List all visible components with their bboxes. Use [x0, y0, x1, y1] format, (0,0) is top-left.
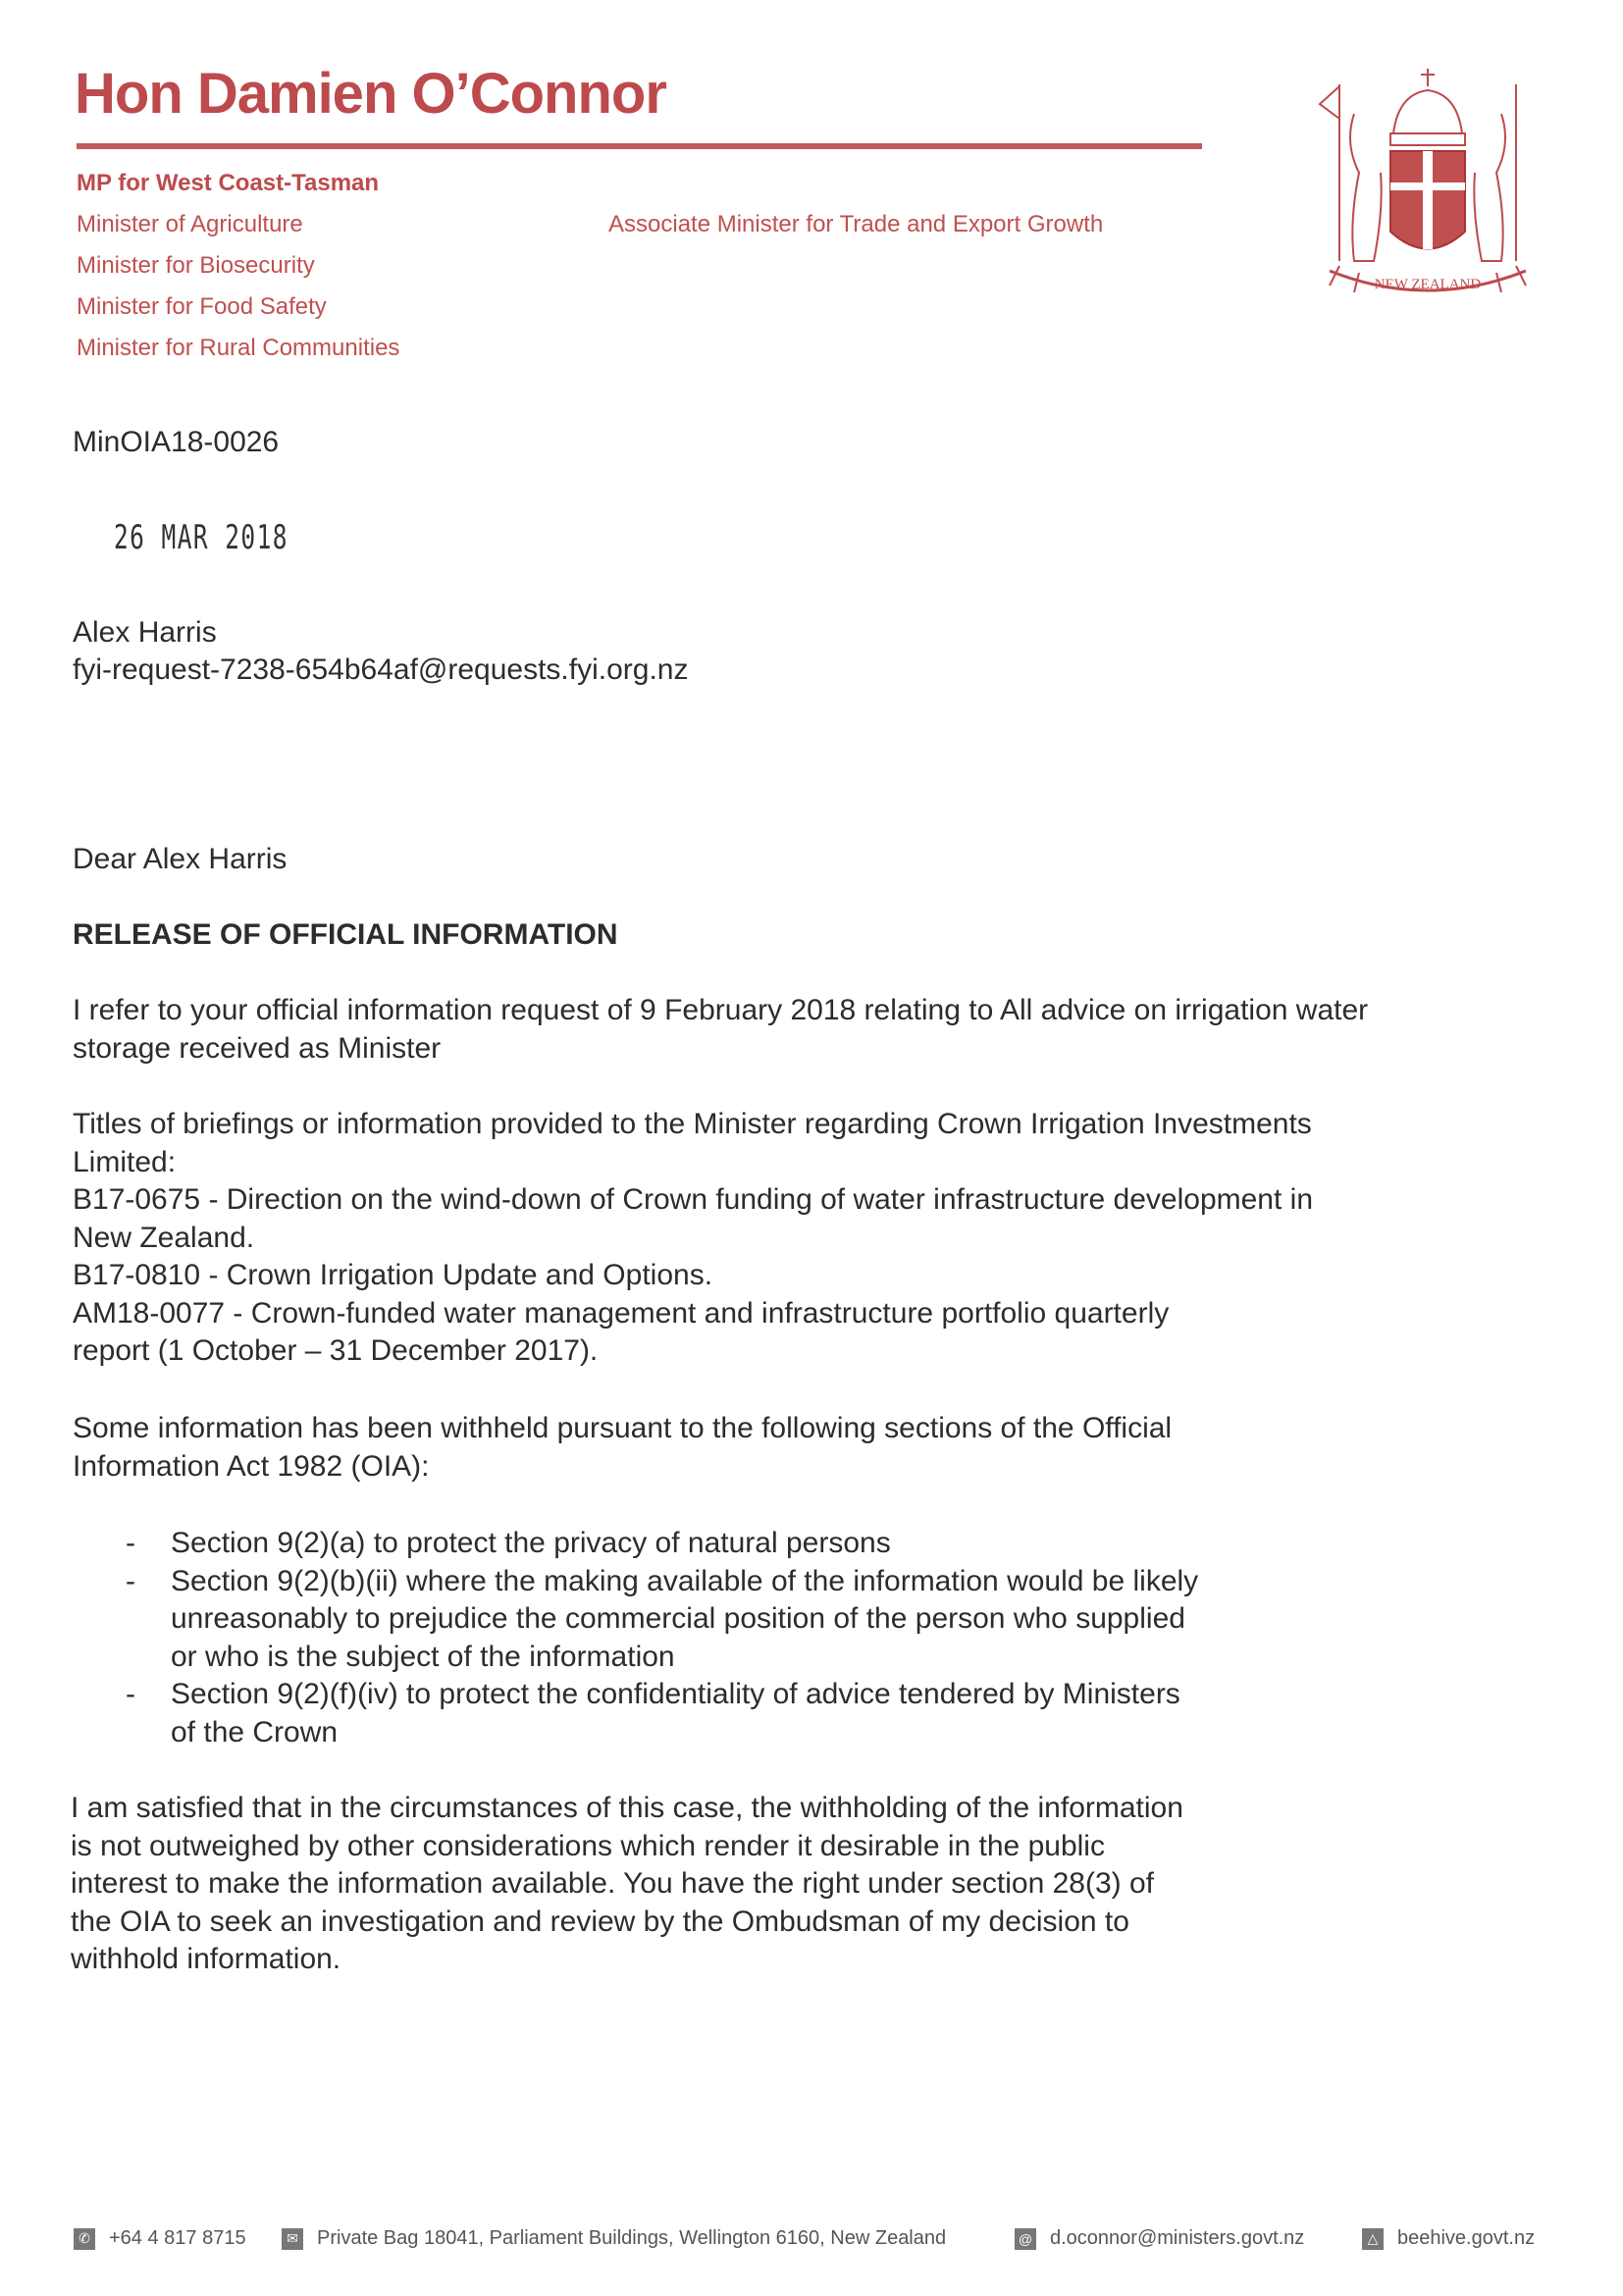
bullet-dash: - [126, 1678, 135, 1710]
role-rural-communities: Minister for Rural Communities [77, 335, 400, 361]
footer-phone [74, 2227, 246, 2250]
paragraph-briefing-titles [73, 1106, 1313, 1371]
bullet-dash: - [126, 1564, 135, 1597]
text-line: Section 9(2)(f)(iv) to protect the confidentiality of advice tendered by Ministers [171, 1678, 1180, 1710]
footer-phone-text: +64 4 817 8715 [109, 2227, 246, 2249]
electorate: MP for West Coast-Tasman [77, 170, 380, 196]
crest-text: NEW ZEALAND [1374, 277, 1482, 292]
text-line: of the Crown [171, 1715, 339, 1748]
text-line: interest to make the information available. You have the right under section 28(3) of [71, 1867, 1155, 1900]
list-item [126, 1676, 1198, 1751]
text-line: unreasonably to prejudice the commercial position of the person who supplied [171, 1602, 1185, 1635]
paragraph-ombudsman-rights [71, 1790, 1183, 1979]
minister-name: Hon Damien O’Connor [75, 62, 666, 126]
text-line: Titles of briefings or information provided to the Minister regarding Crown Irrigation Investments [73, 1108, 1312, 1140]
letter-heading: RELEASE OF OFFICIAL INFORMATION [73, 918, 618, 951]
text-line: report (1 October – 31 December 2017). [73, 1334, 599, 1367]
text-line: AM18-0077 - Crown-funded water management and infrastructure portfolio quarterly [73, 1296, 1170, 1330]
paragraph-request [73, 992, 1368, 1068]
text-line: is not outweighed by other considerations which render it desirable in the public [71, 1829, 1105, 1862]
text-line: or who is the subject of the information [171, 1640, 675, 1673]
text-line: I refer to your official information request of 9 February 2018 relating to All advice on irrigation water [73, 994, 1369, 1026]
beehive-icon: △ [1362, 2228, 1384, 2250]
text-line: B17-0810 - Crown Irrigation Update and Options. [73, 1259, 713, 1291]
footer-address-text: Private Bag 18041, Parliament Buildings, Wellington 6160, New Zealand [317, 2227, 947, 2249]
paragraph-withheld-intro [73, 1410, 1172, 1486]
text-line: withhold information. [71, 1943, 341, 1975]
list-item [126, 1525, 1198, 1563]
salutation: Dear Alex Harris [73, 843, 288, 875]
text-line: storage received as Minister [73, 1031, 442, 1065]
list-item [126, 1563, 1199, 1677]
text-line: Limited: [73, 1145, 177, 1178]
withholding-sections-list [126, 1525, 1199, 1751]
role-trade: Associate Minister for Trade and Export Growth [608, 211, 1104, 237]
footer-email [1015, 2227, 1304, 2250]
footer-address [282, 2227, 946, 2250]
text-line: Information Act 1982 (OIA): [73, 1449, 430, 1483]
text-line: B17-0675 - Direction on the wind-down of Crown funding of water infrastructure development in [73, 1183, 1314, 1216]
text-line: Section 9(2)(b)(ii) where the making available of the information would be likely [171, 1564, 1199, 1597]
header-rule [77, 143, 1202, 149]
text-line: the OIA to seek an investigation and review by the Ombudsman of my decision to [71, 1905, 1129, 1938]
phone-icon: ✆ [74, 2228, 95, 2250]
role-agriculture: Minister of Agriculture [77, 211, 303, 237]
mail-icon: ✉ [282, 2228, 303, 2250]
text-line: New Zealand. [73, 1221, 255, 1254]
footer-email-text[interactable]: d.oconnor@ministers.govt.nz [1050, 2227, 1305, 2249]
bullet-dash: - [126, 1527, 135, 1559]
text-line: Some information has been withheld pursuant to the following sections of the Official [73, 1412, 1173, 1444]
coat-of-arms-crest [1300, 65, 1555, 310]
date-stamp: 26 MAR 2018 [114, 518, 288, 557]
text-line: Section 9(2)(a) to protect the privacy of natural persons [171, 1527, 891, 1559]
reference-number: MinOIA18-0026 [73, 426, 280, 458]
text-line: I am satisfied that in the circumstances of this case, the withholding of the information [71, 1792, 1183, 1824]
recipient-name: Alex Harris [73, 616, 217, 649]
footer-website-text[interactable]: beehive.govt.nz [1397, 2227, 1536, 2249]
recipient-email: fyi-request-7238-654b64af@requests.fyi.org.nz [73, 653, 689, 686]
footer-website [1362, 2227, 1535, 2250]
role-biosecurity: Minister for Biosecurity [77, 252, 315, 279]
at-icon: @ [1015, 2228, 1036, 2250]
role-food-safety: Minister for Food Safety [77, 293, 327, 320]
